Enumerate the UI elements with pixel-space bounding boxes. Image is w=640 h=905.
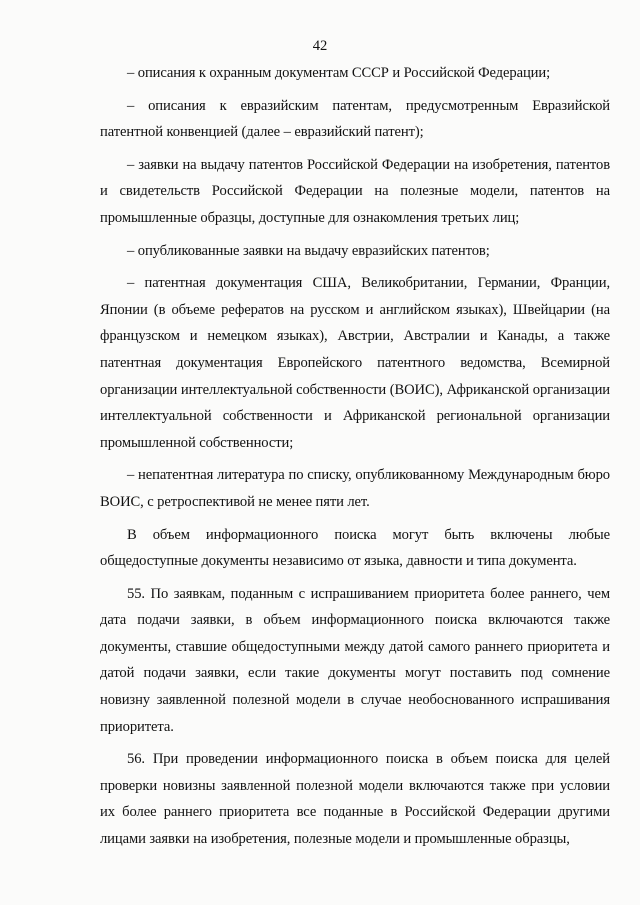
paragraph-eurasian-patents: – описания к евразийским патентам, предусмотренным Евразийской патентной конвенцией (далее – евразийский патент); [100,97,610,141]
page-number: 42 [312,38,328,54]
paragraph-non-patent-literature: – непатентная литература по списку, опубликованному Международным бюро ВОИС, с ретроспективой не менее пяти лет. [100,467,610,510]
paragraph-ussr-descriptions: – описания к охранным документам СССР и Российской Федерации; [127,65,551,81]
paragraph-published-eurasian-applications: – опубликованные заявки на выдачу евразийских патентов; [127,242,490,259]
paragraph-55: 55. По заявкам, поданным с испрашиванием приоритета более раннего, чем дата подачи заявки, в объем информационного поиска включаются также документы, ставшие общедоступными между датой самого раннего приоритета и датой подачи заявки, если такие документы могут поставить под сомнение новизну заявленной полезной модели в случае необоснованного испрашивания приоритета. [100,585,610,735]
paragraph-rf-applications: – заявки на выдачу патентов Российской Федерации на изобретения, патентов и свидетельств Российской Федерации на полезные модели, патентов на промышленные образцы, доступные для ознакомления третьих лиц; [100,156,610,226]
document-body [100,60,610,853]
paragraph-56: 56. При проведении информационного поиска в объем поиска для целей проверки новизны заявленной полезной модели включаются также при условии их более раннего приоритета все поданные в Российской Федерации другими лицами заявки на изобретения, полезные модели и промышленные образцы, [100,751,610,848]
paragraph-search-scope: В объем информационного поиска могут быть включены любые общедоступные документы независимо от языка, давности и типа документа. [100,526,610,570]
paragraph-foreign-patent-documentation: – патентная документация США, Великобритании, Германии, Франции, Японии (в объеме рефератов на русском и английском языках), Швейцарии (на французском и немецком языках), Австрии, Австралии и Канады, а также патентная документация Европейского патентного ведомства, Всемирной организации интеллектуальной собственности (ВОИС), Африканской организации интеллектуальной собственности и Африканской региональной организации промышленной собственности; [100,275,610,451]
